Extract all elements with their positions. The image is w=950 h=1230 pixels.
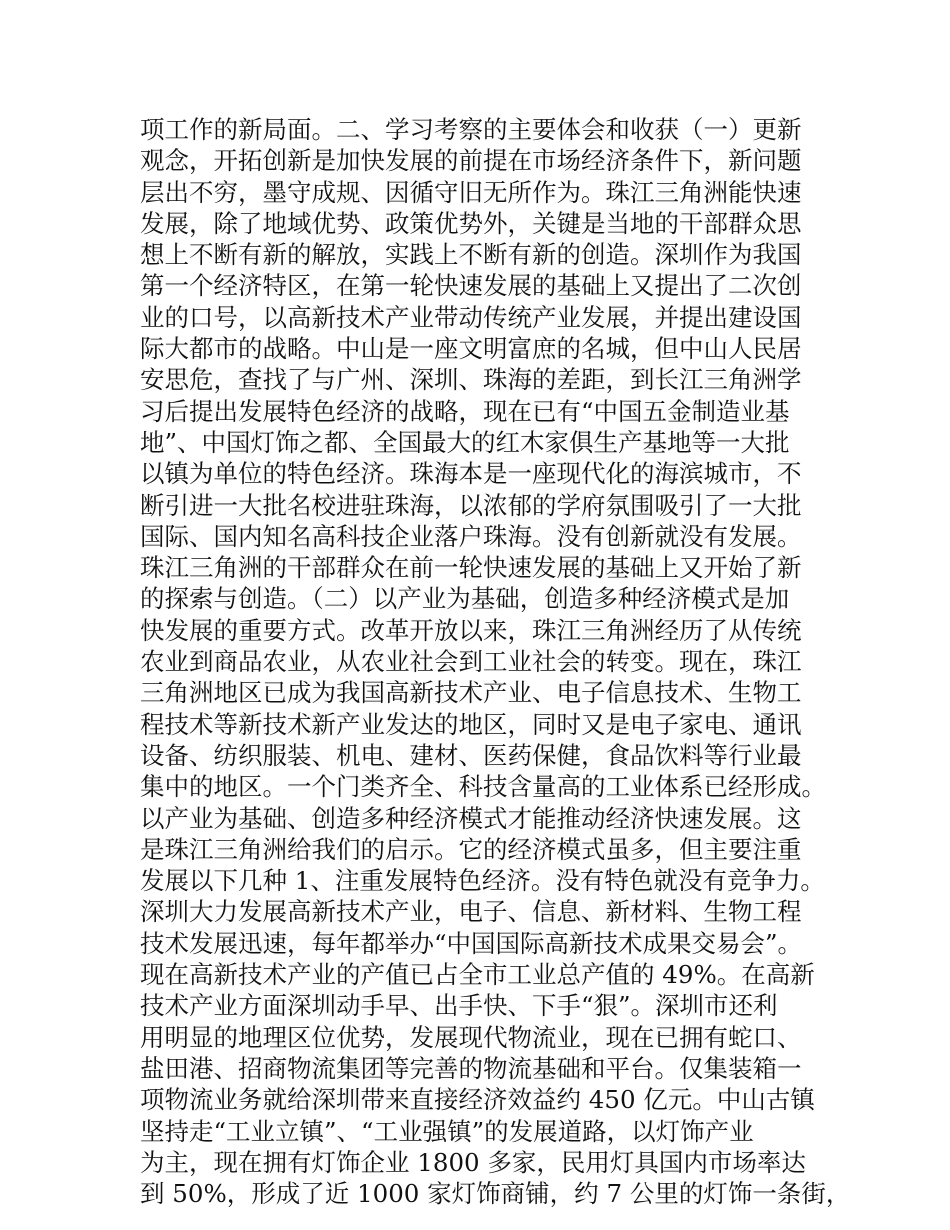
text-line: 习后提出发展特色经济的战略，现在已有“中国五金制造业基 xyxy=(140,396,790,426)
text-line: 发展，除了地域优势、政策优势外，关键是当地的干部群众思 xyxy=(140,208,802,238)
text-line: 是珠江三角洲给我们的启示。它的经济模式虽多，但主要注重 xyxy=(140,834,802,864)
text-line: 用明显的地理区位优势，发展现代物流业，现在已拥有蛇口、 xyxy=(140,1022,802,1052)
text-line: 快发展的重要方式。改革开放以来，珠江三角洲经历了从传统 xyxy=(140,615,802,645)
text-line: 发展以下几种 1、注重发展特色经济。没有特色就没有竞争力。 xyxy=(140,866,825,896)
text-line: 设备、纺织服装、机电、建材、医药保健，食品饮料等行业最 xyxy=(140,740,802,770)
text-line: 坚持走“工业立镇”、“工业强镇”的发展道路，以灯饰产业 xyxy=(140,1116,754,1146)
text-line: 层出不穷，墨守成规、因循守旧无所作为。珠江三角洲能快速 xyxy=(140,177,802,207)
text-line: 为主，现在拥有灯饰企业 1800 多家，民用灯具国内市场率达 xyxy=(140,1147,806,1177)
text-line: 国际、国内知名高科技企业落户珠海。没有创新就没有发展。 xyxy=(140,521,802,551)
text-line: 想上不断有新的解放，实践上不断有新的创造。深圳作为我国 xyxy=(140,240,802,270)
text-line: 断引进一大批名校进驻珠海，以浓郁的学府氛围吸引了一大批 xyxy=(140,490,802,520)
text-line: 深圳大力发展高新技术产业，电子、信息、新材料、生物工程 xyxy=(140,897,802,927)
text-line: 农业到商品农业，从农业社会到工业社会的转变。现在，珠江 xyxy=(140,647,802,677)
text-line: 程技术等新技术新产业发达的地区，同时又是电子家电、通讯 xyxy=(140,709,802,739)
text-line: 业的口号，以高新技术产业带动传统产业发展，并提出建设国 xyxy=(140,302,802,332)
text-line: 以镇为单位的特色经济。珠海本是一座现代化的海滨城市，不 xyxy=(140,459,802,489)
text-line: 地”、中国灯饰之都、全国最大的红木家俱生产基地等一大批 xyxy=(140,427,790,457)
text-line: 项工作的新局面。二、学习考察的主要体会和收获（一）更新 xyxy=(140,115,802,144)
text-line: 技术产业方面深圳动手早、出手快、下手“狠”。深圳市还利 xyxy=(140,991,778,1021)
text-line: 现在高新技术产业的产值已占全市工业总产值的 49%。在高新 xyxy=(140,960,815,990)
text-line: 珠江三角洲的干部群众在前一轮快速发展的基础上又开始了新 xyxy=(140,553,802,583)
body-text xyxy=(140,114,851,1209)
text-line: 三角洲地区已成为我国高新技术产业、电子信息技术、生物工 xyxy=(140,678,802,708)
text-line: 盐田港、招商物流集团等完善的物流基础和平台。仅集装箱一 xyxy=(140,1053,802,1083)
text-line: 集中的地区。一个门类齐全、科技含量高的工业体系已经形成。 xyxy=(140,772,826,802)
text-line: 的探索与创造。（二）以产业为基础，创造多种经济模式是加 xyxy=(140,584,790,614)
text-line: 以产业为基础、创造多种经济模式才能推动经济快速发展。这 xyxy=(140,803,802,833)
text-line: 技术发展迅速，每年都举办“中国国际高新技术成果交易会”。 xyxy=(140,928,803,958)
text-line: 项物流业务就给深圳带来直接经济效益约 450 亿元。中山古镇 xyxy=(140,1085,815,1115)
text-line: 际大都市的战略。中山是一座文明富庶的名城，但中山人民居 xyxy=(140,334,802,364)
text-line: 观念，开拓创新是加快发展的前提在市场经济条件下，新问题 xyxy=(140,146,802,176)
text-line: 第一个经济特区，在第一轮快速发展的基础上又提出了二次创 xyxy=(140,271,802,301)
text-line: 到 50%，形成了近 1000 家灯饰商铺，约 7 公里的灯饰一条街， xyxy=(140,1179,851,1209)
text-line: 安思危，查找了与广州、深圳、珠海的差距，到长江三角洲学 xyxy=(140,365,802,395)
